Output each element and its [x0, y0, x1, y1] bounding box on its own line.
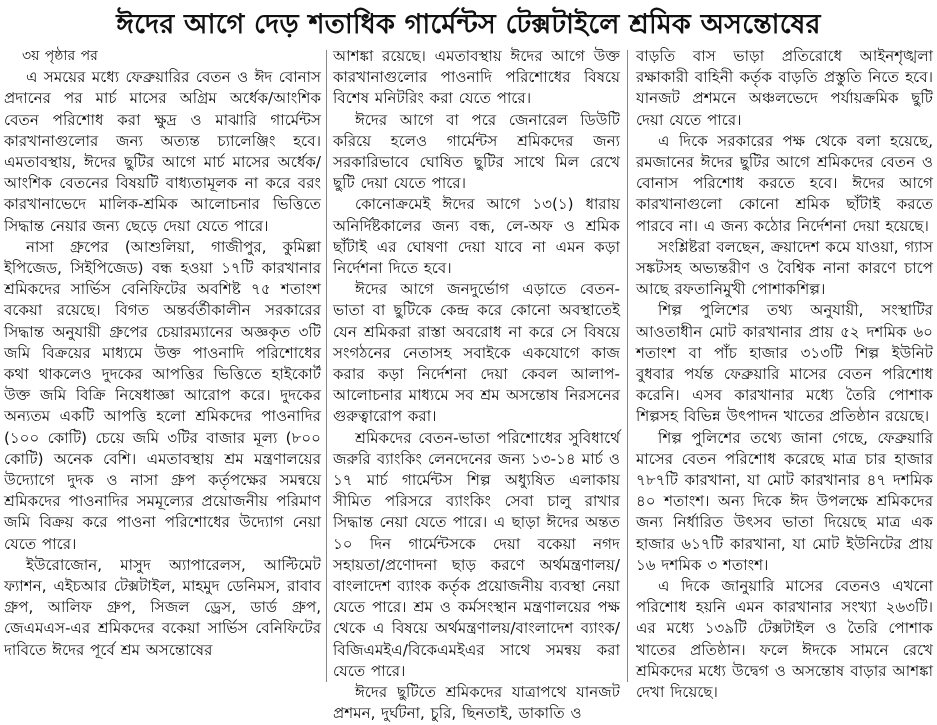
paragraph: শ্রমিকদের বেতন-ভাতা পরিশোধের সুবিধার্থে জরুরি ব্যাংকিং লেনদেনের জন্য ১৩-১৪ মার্চ ও ১৭ মার্চ গার্মেন্টস শিল্প অধ্যুষিত এলাকায় সীমিত পরিসরে ব্যাংকিং সেবা চালু রাখার সিদ্ধান্ত নেয়া যেতে পারে। এ ছাড়া ঈদের অন্তত ১০ দিন গার্মেন্টসকে দেয়া বকেয়া নগদ সহায়তা/প্রণোদনা ছাড় করণে অর্থমন্ত্রণালয়/বাংলাদেশ ব্যাংক কর্তৃক প্রয়োজনীয় ব্যবস্থা নেয়া যেতে পারে। শ্রম ও কর্মসংস্থান মন্ত্রণালয়ের পক্ষ থেকে এ বিষয়ে অর্থমন্ত্রণালয়/বাংলাদেশ ব্যাংক/বিজিএমইএ/বিকেএমইএর সাথে সমন্বয় করা যেতে পারে। — [333, 428, 620, 680]
paragraph: কোনোক্রমেই ঈদের আগে ১৩(১) ধারায় অনির্দিষ্টকালের জন্য বন্ধ, লে-অফ ও শ্রমিক ছাঁটাই এর ঘোষণা দেয়া যাবে না এমন কড়া নির্দেশনা দিতে হবে। — [333, 195, 620, 278]
paragraph: এ দিকে সরকারের পক্ষ থেকে বলা হয়েছে, রমজানের ঈদের ছুটির আগে শ্রমিকদের বেতন ও বোনাস পরিশোধ করতে হবে। ঈদের আগে কারখানাগুলো কোনো শ্রমিক ছাঁটাই করতে পারবে না। এ জন্য কঠোর নির্দেশনা দেয়া হয়েছে। — [636, 131, 933, 235]
article-column-2 — [333, 46, 620, 723]
continued-from-label: ৩য় পৃষ্ঠার পর — [22, 48, 98, 64]
paragraph: বাড়তি বাস ভাড়া প্রতিরোধে আইনশৃঙ্খলা রক্ষাকারী বাহিনী কর্তৃক বাড়তি প্রস্তুতি নিতে হবে। যানজট প্রশমনে অঞ্চলভেদে পর্যায়ক্রমিক ছুটি দেয়া যেতে পারে। — [636, 47, 933, 129]
paragraph: ঈদের আগে জনদুর্ভোগ এড়াতে বেতন-ভাতা বা ছুটিকে কেন্দ্র করে কোনো অবস্থাতেই যেন শ্রমিকরা রাস্তা অবরোধ না করে সে বিষয়ে সংগঠনের নেতাসহ সবাইকে একযোগে কাজ করার কড়া নির্দেশনা দেয়া কেবল আলাপ-আলোচনার মাধ্যমে সব শ্রম অসন্তোষ নিরসনের গুরুত্বারোপ করা। — [333, 280, 620, 426]
paragraph: আশঙ্কা রয়েছে। এমতাবস্থায় ঈদের আগে উক্ত কারখানাগুলোর পাওনাদি পরিশোধের বিষয়ে বিশেষ মনিটরিং করা যেতে পারে। — [333, 47, 620, 108]
paragraph: নাসা গ্রুপের (আশুলিয়া, গাজীপুর, কুমিল্লা ইপিজেড, সিইপিজেড) বন্ধ হওয়া ১৭টি কারখানার শ্রমিকদের সার্ভিস বেনিফিটের অবশিষ্ট ৭৫ শতাংশ বকেয়া রয়েছে। বিগত অন্তর্বর্তীকালীন সরকারের সিদ্ধান্ত অনুযায়ী গ্রুপের চেয়ারম্যানের অজ্ঞকৃত ৩টি জমি বিক্রয়ের মাধ্যমে উক্ত পাওনাদি পরিশোধের কথা থাকলেও দুদকের আপত্তির ভিত্তিতে হাইকোর্ট উক্ত জমি বিক্রি নিষেধাজ্ঞা আরোপ করে। দুদকের অন্যতম একটি আপত্তি হলো শ্রমিকদের পাওনাদির (১০০ কোটি) চেয়ে জমি ৩টির বাজার মূল্য (৮০০ কোটি) অনেক বেশি। এমতাবস্থায় শ্রম মন্ত্রণালয়ের উদ্যোগে দুদক ও নাসা গ্রুপ কর্তৃপক্ষের সমন্বয়ে শ্রমিকদের পাওনাদির সমমূল্যের প্রয়োজনীয় পরিমাণ জমি বিক্রয় করে পাওনা পরিশোধের উদ্যোগ নেয়া যেতে পারে। — [4, 237, 321, 553]
article-body — [0, 46, 937, 723]
paragraph: এ দিকে জানুয়ারি মাসের বেতনও এখনো পরিশোধ হয়নি এমন কারখানার সংখ্যা ২৬৩টি। এর মধ্যে ১৩৯টি টেক্সটাইল ও তৈরি পোশাক খাতের প্রতিষ্ঠান। ফলে ঈদকে সামনে রেখে শ্রমিকদের মধ্যে উদ্বেগ ও অসন্তোষ বাড়ার আশঙ্কা দেখা দিয়েছে। — [636, 577, 933, 702]
paragraph: ঈদের ছুটিতে শ্রমিকদের যাত্রাপথে যানজট প্রশমন, দুর্ঘটনা, চুরি, ছিনতাই, ডাকাতি ও — [333, 683, 620, 723]
paragraph: ঈদের আগে বা পরে জেনারেল ডিউটি করিয়ে হলেও গার্মেন্টস শ্রমিকদের জন্য সরকারিভাবে ঘোষিত ছুটির সাথে মিল রেখে ছুটি দেয়া যেতে পারে। — [333, 110, 620, 193]
article-headline: ঈদের আগে দেড় শতাধিক গার্মেন্টস টেক্সটাইলে শ্রমিক অসন্তোষের — [116, 9, 821, 40]
paragraph: শিল্প পুলিশের তথ্য অনুযায়ী, সংস্থাটির আওতাধীন মোট কারখানার প্রায় ৫২ দশমিক ৬০ শতাংশ বা পাঁচ হাজার ৩১৩টি শিল্প ইউনিট বুধবার পর্যন্ত ফেব্রুয়ারি মাসের বেতন পরিশোধ করেনি। এসব কারখানার মধ্যে তৈরি পোশাক শিল্পসহ বিভিন্ন উৎপাদন খাতের প্রতিষ্ঠান রয়েছে। — [636, 301, 933, 426]
paragraph: ইউরোজোন, মাসুদ অ্যাপারেলস, আল্টিমেট ফ্যাশন, এইচআর টেক্সটাইল, মাহমুদ ডেনিমস, রাবাব গ্রুপ, আলিফ গ্রুপ, সিজল ড্রেস, ডার্ড গ্রুপ, জেএমএস-এর শ্রমিকদের বকেয়া সার্ভিস বেনিফিটের দাবিতে ঈদের পূর্বে শ্রম অসন্তোষের — [4, 555, 321, 659]
paragraph: সংশ্লিষ্টরা বলছেন, ক্রয়াদেশ কমে যাওয়া, গ্যাস সঙ্কটসহ অভ্যন্তরীণ ও বৈশ্বিক নানা কারণে চাপে আছে রফতানিমুখী পোশাকশিল্প। — [636, 237, 933, 299]
article-column-1 — [4, 46, 321, 682]
paragraph: এ সময়ের মধ্যে ফেব্রুয়ারির বেতন ও ঈদ বোনাস প্রদানের পর মার্চ মাসের অগ্রিম অর্ধেক/আংশিক বেতন পরিশোধ করা ক্ষুদ্র ও মাঝারি গার্মেন্টস কারখানাগুলোর জন্য অত্যন্ত চ্যালেঞ্জিং হবে। এমতাবস্থায়, ঈদের ছুটির আগে মার্চ মাসের অর্ধেক/আংশিক বেতনের বিষয়টি বাধ্যতামূলক না করে বরং কারখানাভেদে মালিক-শ্রমিক আলোচনার ভিত্তিতে সিদ্ধান্ত নেয়ার জন্য ছেড়ে দেয়া যেতে পারে। — [4, 68, 321, 235]
article-column-3 — [636, 46, 933, 702]
paragraph: শিল্প পুলিশের তথ্যে জানা গেছে, ফেব্রুয়ারি মাসের বেতন পরিশোধ করেছে মাত্র চার হাজার ৭৮৭টি কারখানা, যা মোট কারখানার ৪৭ দশমিক ৪০ শতাংশ। অন্য দিকে ঈদ উপলক্ষে শ্রমিকদের জন্য নির্ধারিত উৎসব ভাতা দিয়েছে মাত্র এক হাজার ৬১৭টি কারখানা, যা মোট ইউনিটের প্রায় ১৬ দশমিক ৩ শতাংশ। — [636, 428, 933, 574]
